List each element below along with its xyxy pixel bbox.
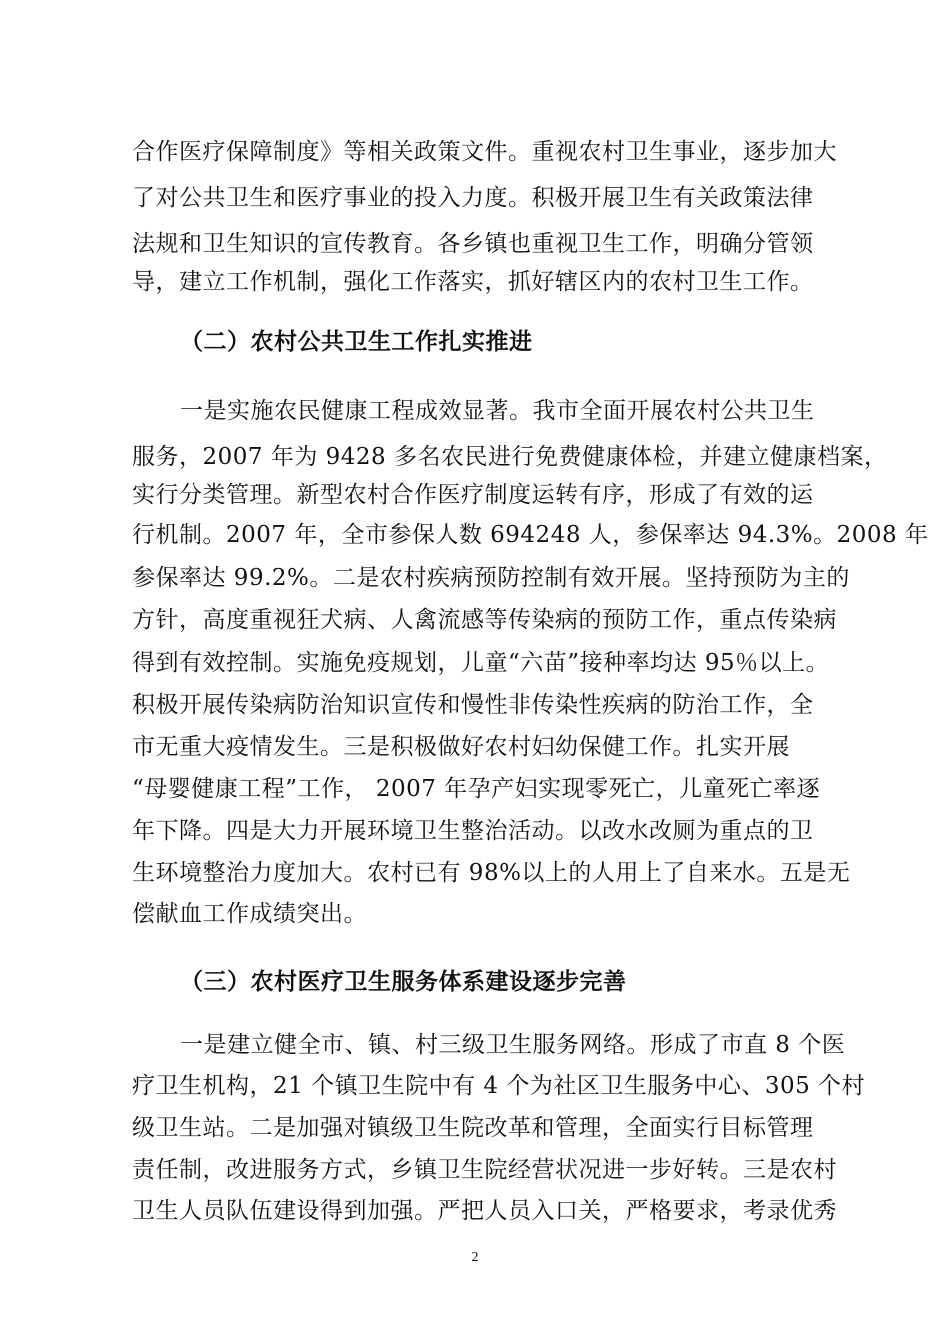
paragraph-line: 了对公共卫生和医疗事业的投入力度。积极开展卫生有关政策法律	[132, 185, 814, 211]
section-heading: （三）农村医疗卫生服务体系建设逐步完善	[180, 968, 627, 995]
section-heading: （二）农村公共卫生工作扎实推进	[180, 328, 533, 355]
paragraph-line: 合作医疗保障制度》等相关政策文件。重视农村卫生事业，逐步加大	[132, 139, 837, 165]
paragraph-line: “母婴健康工程”工作， 2007 年孕产妇实现零死亡，儿童死亡率逐	[132, 776, 821, 802]
paragraph-line: 行机制。2007 年，全市参保人数 694248 人，参保率达 94.3%。2008 年	[132, 522, 929, 548]
paragraph-line: 偿献血工作成绩突出。	[132, 901, 367, 927]
paragraph-line: 生环境整治力度加大。农村已有 98%以上的人用上了自来水。五是无	[132, 860, 851, 886]
page-number: 2	[471, 1250, 479, 1265]
paragraph-line: 积极开展传染病防治知识宣传和慢性非传染性疾病的防治工作，全	[132, 692, 814, 718]
paragraph-line: 市无重大疫情发生。三是积极做好农村妇幼保健工作。扎实开展	[132, 734, 790, 760]
paragraph-line: 得到有效控制。实施免疫规划，儿童“六苗”接种率均达 95％以上。	[132, 650, 830, 676]
paragraph-line: 卫生人员队伍建设得到加强。严把人员入口关，严格要求，考录优秀	[132, 1198, 837, 1224]
paragraph-line: 级卫生站。二是加强对镇级卫生院改革和管理，全面实行目标管理	[132, 1115, 814, 1141]
paragraph-line: 一是实施农民健康工程成效显著。我市全面开展农村公共卫生	[180, 398, 815, 424]
paragraph-line: 参保率达 99.2%。二是农村疾病预防控制有效开展。坚持预防为主的	[132, 565, 850, 591]
paragraph-line: 法规和卫生知识的宣传教育。各乡镇也重视卫生工作，明确分管领	[132, 231, 814, 257]
paragraph-line: 年下降。四是大力开展环境卫生整治活动。以改水改厕为重点的卫	[132, 818, 814, 844]
paragraph-line: 一是建立健全市、镇、村三级卫生服务网络。形成了市直 8 个医	[180, 1032, 846, 1058]
paragraph-line: 服务，2007 年为 9428 多名农民进行免费健康体检，并建立健康档案，	[132, 444, 888, 470]
paragraph-line: 疗卫生机构，21 个镇卫生院中有 4 个为社区卫生服务中心、305 个村	[132, 1073, 866, 1099]
paragraph-line: 实行分类管理。新型农村合作医疗制度运转有序，形成了有效的运	[132, 482, 814, 508]
paragraph-line: 方针，高度重视狂犬病、人禽流感等传染病的预防工作，重点传染病	[132, 607, 837, 633]
paragraph-line: 责任制，改进服务方式，乡镇卫生院经营状况进一步好转。三是农村	[132, 1157, 837, 1183]
paragraph-line: 导，建立工作机制，强化工作落实，抓好辖区内的农村卫生工作。	[132, 269, 814, 295]
